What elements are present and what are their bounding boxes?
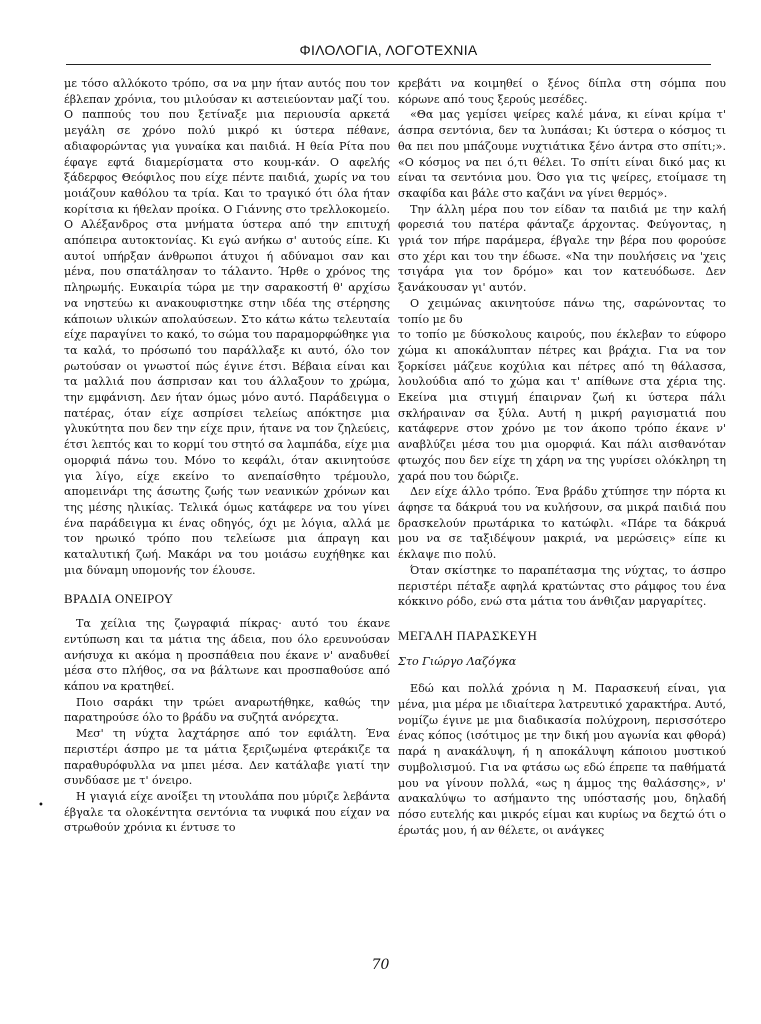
paragraph: με τόσο αλλόκοτο τρόπο, σα να μην ήταν αυτός που τον έβλεπαν χρόνια, του μιλούσαν κι αστειεύονταν μαζί του. Ο παππούς του που ξετίναξε μια περιουσία αρκετά μεγάλη σε χρόνο πολύ μικρό κι ύστερα πέθανε, αδιαφορώντας για γυναίκα και παιδιά. Η θεία Ρίτα που έφαγε εφτά διαμερίσματα στο κουμ-κάν. Ο αφελής ξάδερφος Θεόφιλος που είχε πέντε παιδιά, χωρίς να του μοιάζουν καθόλου τα τρία. Και το τραγικό ότι όλα ήταν κορίτσια κι ήθελαν προίκα. Ο Γιάννης στο τρελλοκομείο. Ο Αλέξανδρος στα μνήματα ύστερα από την επιτυχή απόπειρα αυτοκτονίας. Κι εγώ ανήκω σ' αυτούς είπε. Κι αυτοί υπήρξαν άνθρωποι άτυχοι ή αδύναμοι σαν και μένα, που σπατάλησαν το τάλαντο. Ήρθε ο χρόνος της πληρωμής. Ευκαιρία τώρα με την σαρακοστή θ' αρχίσω να νηστεύω κι ανακουφιστηκε στην ιδέα της στέρησης κάποιων υλικών απολαύσεων. Στο κάτω κάτω τελευταία είχε παραγίνει το κακό, το σώμα του παραμορφώθηκε για τα καλά, το πρόσωπό του παράλλαξε κι αυτό, όλο τον ρωτούσαν οι γνωστοί πώς έγινε έτσι. Βέβαια είναι και τα μαλλιά που άσπρισαν και του άλλαξουν το χρώμα, την εμφάνιση. Δεν ήταν όμως μόνο αυτό. Παράδειγμα ο πατέρας, όταν είχε ασπρίσει τελείως απόκτησε μια γλυκύτητα που δεν την είχε πριν, ήτανε να τον ζηλεύεις, έτσι λεπτός και το κορμί του στητό σα λαμπάδα, είχε μια ομορφιά πάνω του. Μόνο το κεφάλι, όταν ακινητούσε για λίγο, είχε εκείνο το ανεπαίσθητο τρέμουλο, απομεινάρι της άσωτης ζωής των νεανικών χρόνων και της μέσης ηλικίας. Τελικά όμως κατάφερε να του γίνει ένα παράδειγμα κι ένας οδηγός, όχι με λόγια, αλλά με τον ηρωικό τρόπο που τελείωσε μια άπραγη και καταλυτική ζωή. Μακάρι να του μοιάσω ευχήθηκε και μια δύναμη υπομονής τον έλουσε. [64,77,390,577]
page-header [66,42,711,65]
paragraph: Ποιο σαράκι την τρώει αναρωτήθηκε, καθώς την παρατηρούσε όλο το βράδυ να συζητά ανόρεχτα. [64,695,390,725]
paragraph: το τοπίο με δύσκολους καιρούς, που έκλεβαν το εύφορο χώμα κι αποκάλυπταν πέτρες και βράχια. Για να τον ξορκίσει μάζευε κοχύλια και πέτρες από τη θάλασσα, λουλούδια από το χώμα και τ' απίθωνε στα χέρια της. Εκείνα μια στιγμή έπαιρναν ζωή κι ύστερα πάλι σκλήραιναν σα ξύλα. Αυτή η μικρή ραγισματιά που κατάφερνε στον χρόνο με τον άκοπο τρόπο έκανε ν' αναβλύζει μέσα του μια ομορφιά. Και πάλι αισθανόταν φτωχός που δεν είχε τη χάρη να της γυρίσει ολόκληρη τη χαρά που του δώριζε. [398,328,726,483]
paragraph: Τα χείλια της ζωγραφιά πίκρας· αυτό του έκανε εντύπωση και τα μάτια της άδεια, που όλο ερευνούσαν ανήσυχα κι ακόμα η προσπάθεια που έκανε ν' αναδυθεί μέσα στο πλήθος, σα να βάλτωνε και προσπαθούσε από κάπου να κρατηθεί. [64,617,390,694]
dedication: Στο Γιώργο Λαζόγκα [398,654,517,668]
paragraph: Εδώ και πολλά χρόνια η Μ. Παρασκευή είναι, για μένα, μια μέρα με ιδιαίτερα λατρευτικό χαρακτήρα. Αυτό, νομίζω έγινε με μια διαδικασία πολύχρονη, περισσότερο ένας κόπος (ισότιμος με την δική μου αγωνία και φθορά) παρά η ανακάλυψη, ή η αποκάλυψη κάποιου μυστικού συμβολισμού. Για να φτάσω ως εδώ έπρεπε τα παθήματά μου να γίνουν πολλά, «ως η άμμος της θαλάσσης», ν' ανακαλύψω το ασήμαντο της υπόστασής μου, δηλαδή πόσο ευτελής και μικρός είμαι και κυρίως να δεχτώ ότι ο έρωτάς μου, ή αν θέλετε, οι ανάγκες [398,682,726,837]
paragraph: Δεν είχε άλλο τρόπο. Ένα βράδυ χτύπησε την πόρτα κι άφησε τα δάκρυά του να κυλήσουν, σα μικρά παιδιά που δρασκελούν πρωτάρικα το κατώφλι. «Πάρε τα δάκρυά μου να σε ταξιδέψουν μακριά, να μερώσεις» είπε κι έκλαψε πιο πολύ. [398,485,726,562]
left-column [64,76,390,836]
paragraph: «Θα μας γεμίσει ψείρες καλέ μάνα, κι είναι κρίμα τ' άσπρα σεντόνια, δεν τα λυπάσαι; Κι ύστερα ο κόσμος τι θα πει που μπάζουμε νυχτιάτικα ξένο άντρα στο σπίτι;». «Ο κόσμος να πει ό,τι θέλει. Το σπίτι είναι δικό μας κι είναι τα σεντόνια μου. Όσο για τις ψείρες, ετοίμασε τη σκαφίδα και βάλε στο καζάνι να γίνει θερμός». [398,108,726,200]
running-title: ΦΙΛΟΛΟΓΙΑ, ΛΟΓΟΤΕΧΝΙΑ [299,42,478,58]
paragraph: κρεβάτι να κοιμηθεί ο ξένος δίπλα στη σόμπα που κόρωνε από τους ξερούς μεσέδες. [398,77,726,106]
section-title-megali-paraskevi: ΜΕΓΑΛΗ ΠΑΡΑΣΚΕΥΗ [398,627,538,643]
right-column [398,76,726,838]
paragraph: Την άλλη μέρα που τον είδαν τα παιδιά με την καλή φορεσιά του πατέρα φάνταζε άρχοντας. Φεύγοντας, η γριά τον πήρε παράμερα, έβγαλε την βέρα που φορούσε στο χέρι και του την έδωσε. «Να την πουλήσεις να 'χεις τσιγάρα για τον δρόμο» και τον κατευόδωσε. Δεν ξανάκουσαν γι' αυτόν. [398,202,726,295]
paragraph: Η γιαγιά είχε ανοίξει τη ντουλάπα που μύριζε λεβάντα έβγαλε τα ολοκέντητα σεντόνια τα νυφικά που είχαν να στρωθούν χρόνια κι έντυσε το [64,789,390,835]
paragraph: Όταν σκίστηκε το παραπέτασμα της νύχτας, το άσπρο περιστέρι πέταξε αφηλά κρατώντας στο ράμφος του ένα κόκκινο ρόδο, ενώ στα μάτια του άνθιζαν μαργαρίτες. [398,563,726,609]
page-number: 70 [371,957,390,973]
paragraph: Ο χειμώνας ακινητούσε πάνω της, σαρώνοντας το τοπίο με δυ [398,296,726,326]
margin-dot: • [38,800,44,811]
section-title-vradia-oneirou: ΒΡΑΔΙΑ ΟΝΕΙΡΟΥ [64,590,174,606]
paragraph: Μεσ' τη νύχτα λαχτάρησε από τον εφιάλτη. Ένα περιστέρι άσπρο με τα μάτια ξεριζωμένα φτεράκιζε τα παραθυρόφυλλα να μπει μέσα. Δεν κατάλαβε γιατί την συνδύασε με τ' όνειρο. [64,727,390,788]
